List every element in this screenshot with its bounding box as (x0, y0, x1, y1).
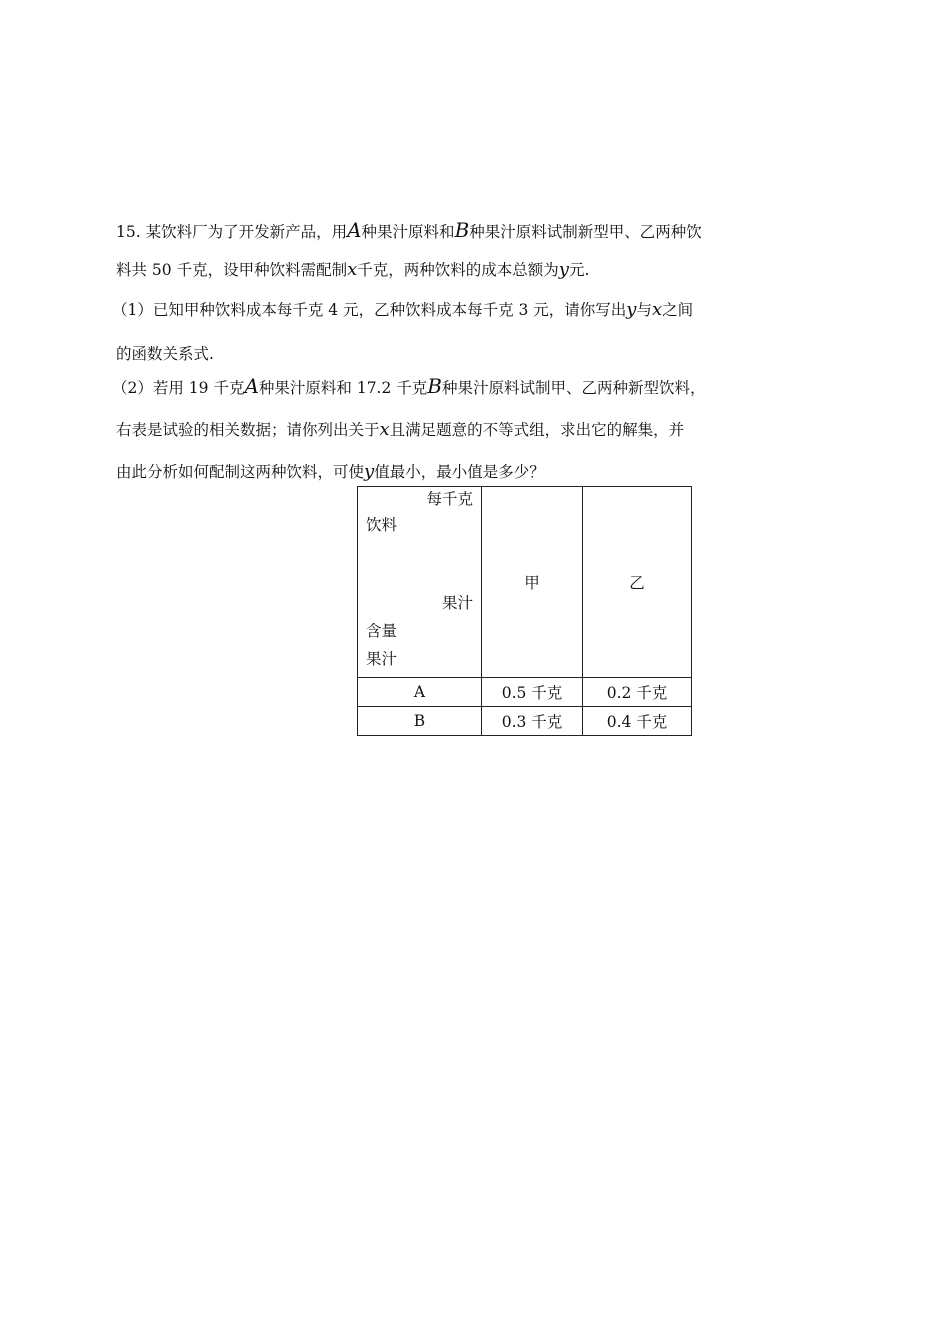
table-cell: 0.2 千克 (583, 678, 692, 707)
text-segment: 15. 某饮料厂为了开发新产品，用 (116, 223, 348, 241)
text-segment: 种果汁原料试制甲、乙两种新型饮料， (441, 379, 706, 397)
variable-y: y (364, 461, 375, 482)
text-segment: 种果汁原料试制新型甲、乙两种饮 (469, 223, 702, 241)
text-segment: 由此分析如何配制这两种饮料，可使 (116, 463, 365, 481)
column-header-jia: 甲 (482, 487, 583, 678)
text-segment: （2）若用 19 千克 (112, 379, 245, 397)
table-cell: 0.4 千克 (583, 707, 692, 736)
text-segment: 种果汁原料和 17.2 千克 (258, 379, 428, 397)
text-segment: 种果汁原料和 (361, 223, 455, 241)
variable-x: x (651, 299, 663, 320)
text-segment: 右表是试验的相关数据；请你列出关于 (116, 421, 380, 439)
variable-b: B (454, 218, 470, 242)
text-segment: 料共 50 千克，设甲种饮料需配制 (116, 261, 348, 279)
variable-a: A (244, 374, 259, 398)
problem-line-7 (116, 460, 545, 484)
problem-line-1 (116, 218, 702, 242)
header-label-juice-2: 果汁 (366, 650, 398, 668)
problem-line-6 (116, 418, 684, 442)
variable-a: A (347, 218, 362, 242)
header-label-content: 含量 (366, 622, 398, 640)
problem-line-5 (112, 374, 706, 398)
variable-x: x (347, 259, 358, 280)
text-segment: 的函数关系式. (116, 345, 214, 363)
table-row (358, 678, 692, 707)
table-cell: 0.3 千克 (482, 707, 583, 736)
problem-line-3 (112, 298, 693, 322)
text-segment: 与 (636, 301, 652, 319)
text-segment: （1）已知甲种饮料成本每千克 4 元，乙种饮料成本每千克 3 元，请你写出 (112, 301, 627, 319)
table-row (358, 707, 692, 736)
text-segment: 值最小，最小值是多少？ (374, 463, 545, 481)
header-label-juice: 果汁 (441, 594, 473, 612)
column-header-yi: 乙 (583, 487, 692, 678)
text-segment: 且满足题意的不等式组，求出它的解集，并 (389, 421, 685, 439)
header-label-drink: 饮料 (366, 516, 398, 534)
header-label-per-kg: 每千克 (426, 490, 473, 508)
row-label-a: A (358, 678, 482, 707)
variable-y: y (558, 259, 569, 280)
text-segment: 元. (568, 261, 590, 279)
row-label-b: B (358, 707, 482, 736)
variable-y: y (626, 299, 637, 320)
header-diagonal-cell (358, 487, 482, 678)
problem-line-4 (116, 342, 214, 366)
variable-b: B (427, 374, 442, 398)
table-cell: 0.5 千克 (482, 678, 583, 707)
text-segment: 千克，两种饮料的成本总额为 (357, 261, 559, 279)
juice-content-table (357, 486, 692, 736)
text-segment: 之间 (662, 301, 694, 319)
variable-x: x (379, 419, 390, 440)
problem-line-2 (116, 258, 589, 282)
